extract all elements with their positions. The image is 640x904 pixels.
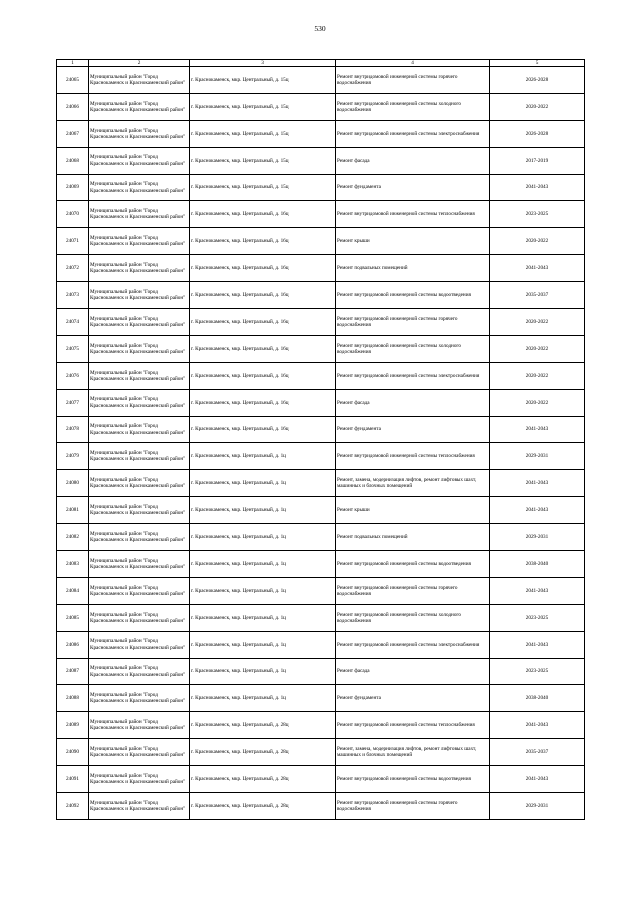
municipality-cell: Муниципальный район "Город Краснокаменск и Краснокаменский район" bbox=[89, 685, 190, 712]
municipality-cell: Муниципальный район "Город Краснокаменск и Краснокаменский район" bbox=[89, 658, 190, 685]
period-cell: 2029-2031 bbox=[490, 443, 585, 470]
row-number-cell: 24065 bbox=[57, 67, 89, 94]
municipality-cell: Муниципальный район "Город Краснокаменск и Краснокаменский район" bbox=[89, 443, 190, 470]
municipality-cell: Муниципальный район "Город Краснокаменск и Краснокаменский район" bbox=[89, 93, 190, 120]
address-cell: г. Краснокаменск, мкр. Центральный, д. 1ц bbox=[190, 631, 336, 658]
work-type-cell: Ремонт внутридомовой инженерной системы холодного водоснабжения bbox=[336, 335, 490, 362]
period-cell: 2029-2031 bbox=[490, 524, 585, 551]
work-type-cell: Ремонт внутридомовой инженерной системы горячего водоснабжения bbox=[336, 309, 490, 336]
work-type-cell: Ремонт внутридомовой инженерной системы горячего водоснабжения bbox=[336, 577, 490, 604]
work-type-cell: Ремонт подвальных помещений bbox=[336, 255, 490, 282]
row-number-cell: 24086 bbox=[57, 631, 89, 658]
work-type-cell: Ремонт внутридомовой инженерной системы холодного водоснабжения bbox=[336, 93, 490, 120]
address-cell: г. Краснокаменск, мкр. Центральный, д. 15ц bbox=[190, 120, 336, 147]
column-header: 1 bbox=[57, 60, 89, 67]
row-number-cell: 24071 bbox=[57, 228, 89, 255]
row-number-cell: 24067 bbox=[57, 120, 89, 147]
address-cell: г. Краснокаменск, мкр. Центральный, д. 15ц bbox=[190, 93, 336, 120]
table-row bbox=[57, 524, 585, 551]
row-number-cell: 24068 bbox=[57, 147, 89, 174]
period-cell: 2017-2019 bbox=[490, 147, 585, 174]
period-cell: 2041-2043 bbox=[490, 712, 585, 739]
table-row bbox=[57, 282, 585, 309]
municipality-cell: Муниципальный район "Город Краснокаменск и Краснокаменский район" bbox=[89, 255, 190, 282]
table-row bbox=[57, 147, 585, 174]
address-cell: г. Краснокаменск, мкр. Центральный, д. 28ц bbox=[190, 793, 336, 820]
address-cell: г. Краснокаменск, мкр. Центральный, д. 16ц bbox=[190, 309, 336, 336]
row-number-cell: 24078 bbox=[57, 416, 89, 443]
column-header: 2 bbox=[89, 60, 190, 67]
municipality-cell: Муниципальный район "Город Краснокаменск и Краснокаменский район" bbox=[89, 604, 190, 631]
address-cell: г. Краснокаменск, мкр. Центральный, д. 1ц bbox=[190, 604, 336, 631]
column-header: 3 bbox=[190, 60, 336, 67]
period-cell: 2026-2028 bbox=[490, 67, 585, 94]
period-cell: 2041-2043 bbox=[490, 577, 585, 604]
period-cell: 2020-2022 bbox=[490, 335, 585, 362]
row-number-cell: 24085 bbox=[57, 604, 89, 631]
work-type-cell: Ремонт фундамента bbox=[336, 174, 490, 201]
period-cell: 2035-2037 bbox=[490, 739, 585, 766]
row-number-cell: 24081 bbox=[57, 497, 89, 524]
row-number-cell: 24076 bbox=[57, 362, 89, 389]
table-row bbox=[57, 93, 585, 120]
table-row bbox=[57, 174, 585, 201]
table-row bbox=[57, 309, 585, 336]
work-type-cell: Ремонт внутридомовой инженерной системы теплоснабжения bbox=[336, 712, 490, 739]
address-cell: г. Краснокаменск, мкр. Центральный, д. 1ц bbox=[190, 524, 336, 551]
period-cell: 2041-2043 bbox=[490, 766, 585, 793]
work-type-cell: Ремонт, замена, модернизация лифтов, ремонт лифтовых шахт, машинных и блочных помещений bbox=[336, 470, 490, 497]
address-cell: г. Краснокаменск, мкр. Центральный, д. 1ц bbox=[190, 551, 336, 578]
work-type-cell: Ремонт внутридомовой инженерной системы электроснабжения bbox=[336, 120, 490, 147]
table-row bbox=[57, 201, 585, 228]
address-cell: г. Краснокаменск, мкр. Центральный, д. 16ц bbox=[190, 282, 336, 309]
row-number-cell: 24083 bbox=[57, 551, 89, 578]
table-row bbox=[57, 389, 585, 416]
address-cell: г. Краснокаменск, мкр. Центральный, д. 15ц bbox=[190, 174, 336, 201]
row-number-cell: 24077 bbox=[57, 389, 89, 416]
row-number-cell: 24088 bbox=[57, 685, 89, 712]
work-type-cell: Ремонт внутридомовой инженерной системы водоотведения bbox=[336, 282, 490, 309]
table-row bbox=[57, 793, 585, 820]
row-number-cell: 24091 bbox=[57, 766, 89, 793]
municipality-cell: Муниципальный район "Город Краснокаменск и Краснокаменский район" bbox=[89, 524, 190, 551]
row-number-cell: 24087 bbox=[57, 658, 89, 685]
address-cell: г. Краснокаменск, мкр. Центральный, д. 15ц bbox=[190, 147, 336, 174]
period-cell: 2038-2040 bbox=[490, 685, 585, 712]
table-row bbox=[57, 658, 585, 685]
column-header: 5 bbox=[490, 60, 585, 67]
period-cell: 2041-2043 bbox=[490, 497, 585, 524]
column-header: 4 bbox=[336, 60, 490, 67]
table-row bbox=[57, 470, 585, 497]
address-cell: г. Краснокаменск, мкр. Центральный, д. 28ц bbox=[190, 766, 336, 793]
work-type-cell: Ремонт внутридомовой инженерной системы теплоснабжения bbox=[336, 201, 490, 228]
row-number-cell: 24089 bbox=[57, 712, 89, 739]
work-type-cell: Ремонт крыши bbox=[336, 497, 490, 524]
municipality-cell: Муниципальный район "Город Краснокаменск и Краснокаменский район" bbox=[89, 497, 190, 524]
work-type-cell: Ремонт подвальных помещений bbox=[336, 524, 490, 551]
work-type-cell: Ремонт внутридомовой инженерной системы горячего водоснабжения bbox=[336, 793, 490, 820]
municipality-cell: Муниципальный район "Город Краснокаменск и Краснокаменский район" bbox=[89, 793, 190, 820]
work-type-cell: Ремонт внутридомовой инженерной системы холодного водоснабжения bbox=[336, 604, 490, 631]
work-type-cell: Ремонт фасада bbox=[336, 658, 490, 685]
period-cell: 2029-2031 bbox=[490, 793, 585, 820]
address-cell: г. Краснокаменск, мкр. Центральный, д. 16ц bbox=[190, 201, 336, 228]
period-cell: 2038-2040 bbox=[490, 551, 585, 578]
period-cell: 2026-2028 bbox=[490, 120, 585, 147]
work-type-cell: Ремонт внутридомовой инженерной системы электроснабжения bbox=[336, 631, 490, 658]
period-cell: 2020-2022 bbox=[490, 362, 585, 389]
municipality-cell: Муниципальный район "Город Краснокаменск и Краснокаменский район" bbox=[89, 282, 190, 309]
table-row bbox=[57, 604, 585, 631]
work-type-cell: Ремонт внутридомовой инженерной системы водоотведения bbox=[336, 551, 490, 578]
row-number-cell: 24080 bbox=[57, 470, 89, 497]
period-cell: 2020-2022 bbox=[490, 228, 585, 255]
row-number-cell: 24092 bbox=[57, 793, 89, 820]
address-cell: г. Краснокаменск, мкр. Центральный, д. 1ц bbox=[190, 577, 336, 604]
work-type-cell: Ремонт фасада bbox=[336, 389, 490, 416]
municipality-cell: Муниципальный район "Город Краснокаменск и Краснокаменский район" bbox=[89, 389, 190, 416]
row-number-cell: 24069 bbox=[57, 174, 89, 201]
row-number-cell: 24090 bbox=[57, 739, 89, 766]
municipality-cell: Муниципальный район "Город Краснокаменск и Краснокаменский район" bbox=[89, 739, 190, 766]
work-type-cell: Ремонт внутридомовой инженерной системы горячего водоснабжения bbox=[336, 67, 490, 94]
address-cell: г. Краснокаменск, мкр. Центральный, д. 1ц bbox=[190, 497, 336, 524]
row-number-cell: 24066 bbox=[57, 93, 89, 120]
work-type-cell: Ремонт крыши bbox=[336, 228, 490, 255]
row-number-cell: 24084 bbox=[57, 577, 89, 604]
table-row bbox=[57, 228, 585, 255]
table-row bbox=[57, 685, 585, 712]
municipality-cell: Муниципальный район "Город Краснокаменск и Краснокаменский район" bbox=[89, 67, 190, 94]
row-number-cell: 24075 bbox=[57, 335, 89, 362]
period-cell: 2041-2043 bbox=[490, 174, 585, 201]
row-number-cell: 24079 bbox=[57, 443, 89, 470]
table-header-row bbox=[57, 60, 585, 67]
municipality-cell: Муниципальный район "Город Краснокаменск и Краснокаменский район" bbox=[89, 147, 190, 174]
table-row bbox=[57, 255, 585, 282]
municipality-cell: Муниципальный район "Город Краснокаменск и Краснокаменский район" bbox=[89, 766, 190, 793]
period-cell: 2020-2022 bbox=[490, 309, 585, 336]
table-row bbox=[57, 577, 585, 604]
period-cell: 2023-2025 bbox=[490, 658, 585, 685]
table-row bbox=[57, 67, 585, 94]
page-number: 530 bbox=[314, 24, 326, 33]
work-type-cell: Ремонт, замена, модернизация лифтов, ремонт лифтовых шахт, машинных и блочных помещений bbox=[336, 739, 490, 766]
work-type-cell: Ремонт фундамента bbox=[336, 685, 490, 712]
work-type-cell: Ремонт фасада bbox=[336, 147, 490, 174]
row-number-cell: 24070 bbox=[57, 201, 89, 228]
municipality-cell: Муниципальный район "Город Краснокаменск и Краснокаменский район" bbox=[89, 631, 190, 658]
municipality-cell: Муниципальный район "Город Краснокаменск и Краснокаменский район" bbox=[89, 228, 190, 255]
address-cell: г. Краснокаменск, мкр. Центральный, д. 16ц bbox=[190, 389, 336, 416]
work-type-cell: Ремонт внутридомовой инженерной системы электроснабжения bbox=[336, 362, 490, 389]
period-cell: 2041-2043 bbox=[490, 255, 585, 282]
work-type-cell: Ремонт внутридомовой инженерной системы водоотведения bbox=[336, 766, 490, 793]
row-number-cell: 24082 bbox=[57, 524, 89, 551]
municipality-cell: Муниципальный район "Город Краснокаменск и Краснокаменский район" bbox=[89, 362, 190, 389]
repair-schedule-table bbox=[56, 59, 585, 820]
row-number-cell: 24072 bbox=[57, 255, 89, 282]
period-cell: 2041-2043 bbox=[490, 470, 585, 497]
address-cell: г. Краснокаменск, мкр. Центральный, д. 16ц bbox=[190, 335, 336, 362]
table-row bbox=[57, 739, 585, 766]
address-cell: г. Краснокаменск, мкр. Центральный, д. 1ц bbox=[190, 470, 336, 497]
address-cell: г. Краснокаменск, мкр. Центральный, д. 16ц bbox=[190, 416, 336, 443]
municipality-cell: Муниципальный район "Город Краснокаменск и Краснокаменский район" bbox=[89, 309, 190, 336]
period-cell: 2020-2022 bbox=[490, 389, 585, 416]
table-row bbox=[57, 631, 585, 658]
municipality-cell: Муниципальный район "Город Краснокаменск и Краснокаменский район" bbox=[89, 470, 190, 497]
period-cell: 2041-2043 bbox=[490, 416, 585, 443]
address-cell: г. Краснокаменск, мкр. Центральный, д. 1ц bbox=[190, 658, 336, 685]
table-row bbox=[57, 362, 585, 389]
municipality-cell: Муниципальный район "Город Краснокаменск и Краснокаменский район" bbox=[89, 174, 190, 201]
address-cell: г. Краснокаменск, мкр. Центральный, д. 28ц bbox=[190, 739, 336, 766]
table-row bbox=[57, 120, 585, 147]
period-cell: 2023-2025 bbox=[490, 604, 585, 631]
row-number-cell: 24074 bbox=[57, 309, 89, 336]
address-cell: г. Краснокаменск, мкр. Центральный, д. 15ц bbox=[190, 67, 336, 94]
municipality-cell: Муниципальный район "Город Краснокаменск и Краснокаменский район" bbox=[89, 551, 190, 578]
period-cell: 2035-2037 bbox=[490, 282, 585, 309]
table-row bbox=[57, 335, 585, 362]
municipality-cell: Муниципальный район "Город Краснокаменск и Краснокаменский район" bbox=[89, 577, 190, 604]
table-row bbox=[57, 766, 585, 793]
municipality-cell: Муниципальный район "Город Краснокаменск и Краснокаменский район" bbox=[89, 201, 190, 228]
address-cell: г. Краснокаменск, мкр. Центральный, д. 16ц bbox=[190, 228, 336, 255]
row-number-cell: 24073 bbox=[57, 282, 89, 309]
municipality-cell: Муниципальный район "Город Краснокаменск и Краснокаменский район" bbox=[89, 712, 190, 739]
period-cell: 2023-2025 bbox=[490, 201, 585, 228]
table-row bbox=[57, 497, 585, 524]
table-row bbox=[57, 416, 585, 443]
municipality-cell: Муниципальный район "Город Краснокаменск и Краснокаменский район" bbox=[89, 335, 190, 362]
period-cell: 2041-2043 bbox=[490, 631, 585, 658]
work-type-cell: Ремонт внутридомовой инженерной системы теплоснабжения bbox=[336, 443, 490, 470]
table-row bbox=[57, 712, 585, 739]
address-cell: г. Краснокаменск, мкр. Центральный, д. 16ц bbox=[190, 255, 336, 282]
municipality-cell: Муниципальный район "Город Краснокаменск и Краснокаменский район" bbox=[89, 120, 190, 147]
address-cell: г. Краснокаменск, мкр. Центральный, д. 1ц bbox=[190, 443, 336, 470]
address-cell: г. Краснокаменск, мкр. Центральный, д. 1ц bbox=[190, 685, 336, 712]
municipality-cell: Муниципальный район "Город Краснокаменск и Краснокаменский район" bbox=[89, 416, 190, 443]
address-cell: г. Краснокаменск, мкр. Центральный, д. 16ц bbox=[190, 362, 336, 389]
table-body bbox=[57, 67, 585, 820]
table-row bbox=[57, 551, 585, 578]
work-type-cell: Ремонт фундамента bbox=[336, 416, 490, 443]
table-row bbox=[57, 443, 585, 470]
address-cell: г. Краснокаменск, мкр. Центральный, д. 28ц bbox=[190, 712, 336, 739]
period-cell: 2020-2022 bbox=[490, 93, 585, 120]
